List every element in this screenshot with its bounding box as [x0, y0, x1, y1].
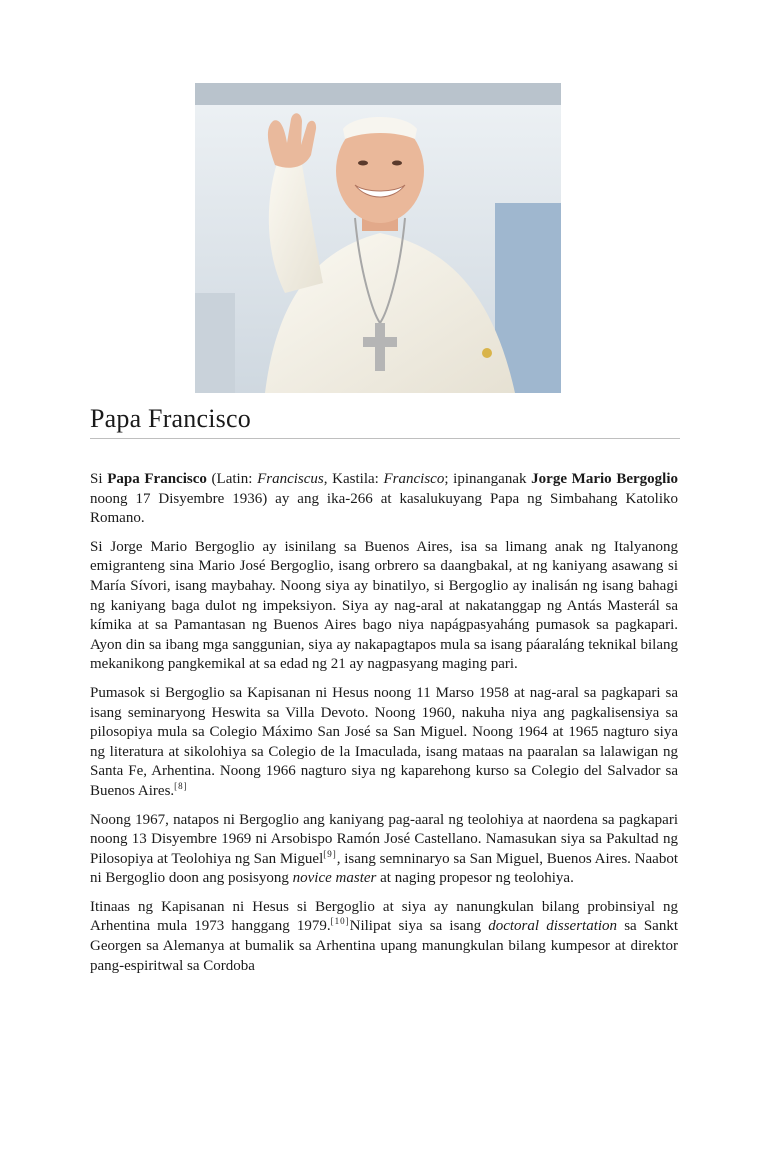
paragraph-provincial: Itinaas ng Kapisanan ni Hesus si Bergoglio at siya ay nanungkulan bilang probinsiyal ng Arhentina mula 1973 hanggang 1979.[10]Nilipat siya sa isang doctoral dissertation sa Sankt Georgen sa Alemanya at bumalik sa Arhentina upang manungkulan bilang kumpesor at direktor pang-espiritwal sa Cordoba — [90, 898, 679, 974]
italic-latin: Franciscus — [257, 471, 324, 487]
bold-name: Papa Francisco — [107, 471, 207, 487]
paragraph-intro: Si Papa Francisco (Latin: Franciscus, Kastila: Francisco; ipinanganak Jorge Mario Bergoglio noong 17 Disyembre 1936) ay ang ika-266 at kasalukuyang Papa ng Simbahang Katoliko Romano. — [90, 471, 678, 527]
italic-dissertation: doctoral dissertation — [488, 918, 618, 935]
paragraph-early-life: Si Jorge Mario Bergoglio ay isinilang sa Buenos Aires, isa sa limang anak ng Italyanong emigranteng sina Mario José Bergoglio, isang orbrero sa daangbakal, at ng kaniyang asawang si María Sívori, isang maybahay. Noong siya ay binatilyo, si Bergoglio ay inalisán ng isang bahagi ng kaniyang baga dulot ng impeksiyon. Siya ay nag-aral at nakatanggap ng Antás Masterál sa kímika at sa Pamantasan ng Buenos Aires bago niya napágpasyaháng pumasok sa pagkapari. Ayon din sa ibang mga sanggunian, siya ay nakapagtapos mula sa isang páaraláng teknikal bilang mekanikong pangkemikal at sa edad ng 21 ay nagpasyang maging pari. — [90, 538, 678, 673]
paragraph-jesuits: Pumasok si Bergoglio sa Kapisanan ni Hesus noong 11 Marso 1958 at nag-aral sa pagkapari sa isang seminaryong Heswita sa Villa Devoto. Noong 1960, nakuha niya ang pagkalisensiya sa pilosopiya mula sa Colegio Máximo San José sa San Miguel. Noong 1964 at 1965 nagturo siya ng literatura at sikolohiya sa Colegio de la Imaculada, isang mataas na paaralan sa lalawigan ng Santa Fe, Arhentina. Noong 1966 nagturo siya ng kaparehong kurso sa Colegio del Salvador sa Buenos Aires.[8] — [90, 684, 678, 799]
reference-10[interactable]: [10] — [330, 916, 350, 927]
italic-spanish: Francisco — [383, 471, 445, 487]
italic-novice-master: novice master — [292, 870, 377, 887]
article-body — [90, 470, 678, 985]
bold-birth-name: Jorge Mario Bergoglio — [531, 471, 678, 487]
page-title: Papa Francisco — [90, 402, 680, 439]
paragraph-ordination: Noong 1967, natapos ni Bergoglio ang kaniyang pag-aaral ng teolohiya at naordena sa pagkapari noong 13 Disyembre 1969 ni Arsobispo Ramón José Castellano. Namasukan siya sa Pakultad ng Pilosopiya at Teolohiya ng San Miguel[9], isang semninaryo sa San Miguel, Buenos Aires. Naabot ni Bergoglio doon ang posisyong novice master at naging propesor ng teolohiya. — [90, 811, 678, 887]
pope-portrait-illustration — [195, 83, 561, 393]
pope-photo — [195, 83, 561, 393]
reference-9[interactable]: [9] — [323, 848, 337, 859]
reference-8[interactable]: [8] — [174, 780, 188, 791]
